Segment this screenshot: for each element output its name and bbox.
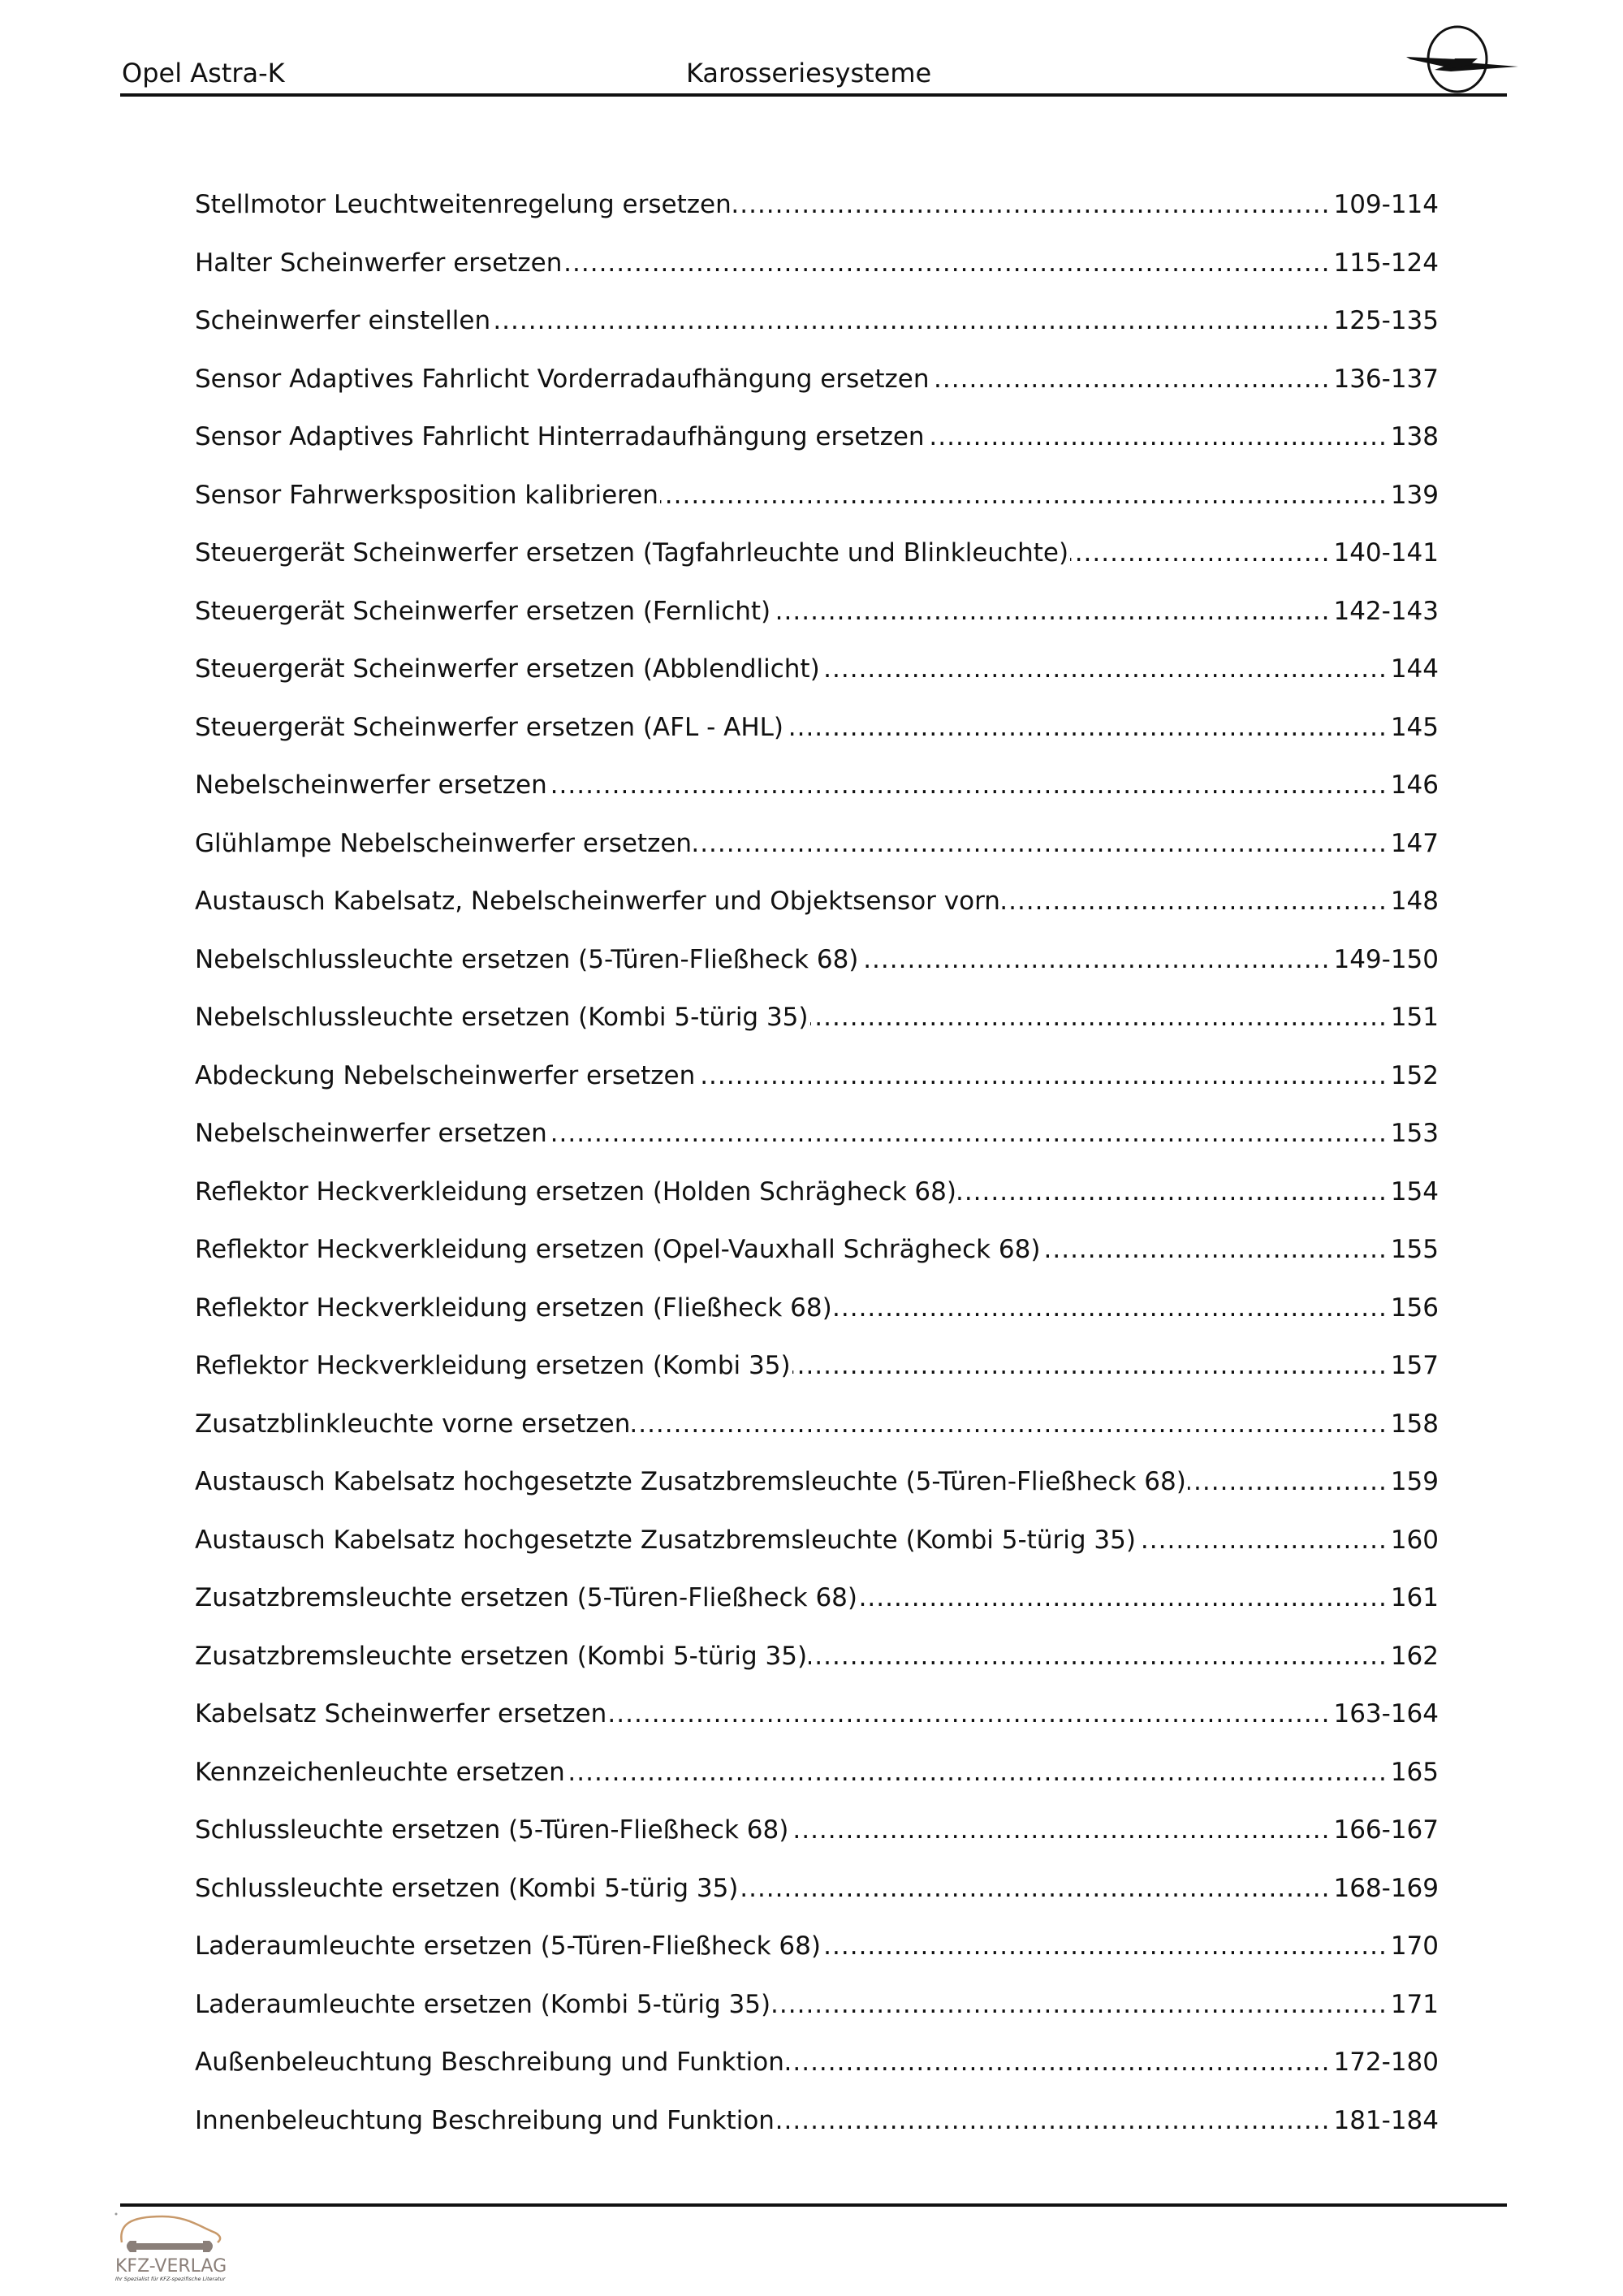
toc-entry[interactable]: [195, 2046, 1439, 2104]
toc-entry-title: Halter Scheinwerfer ersetzen: [195, 248, 563, 278]
toc-entry[interactable]: [195, 247, 1439, 305]
toc-entry-page: 115-124: [1330, 247, 1439, 279]
toc-entry-page: 166-167: [1330, 1814, 1439, 1846]
toc-entry-title: Abdeckung Nebelscheinwerfer ersetzen: [195, 1060, 696, 1090]
kfz-verlag-logo: [114, 2210, 231, 2285]
toc-entry[interactable]: [195, 2104, 1439, 2163]
toc-dot-leader: [926, 421, 1388, 453]
toc-entry-page: 146: [1388, 769, 1439, 801]
toc-entry-title: Steuergerät Scheinwerfer ersetzen (AFL - AHL): [195, 712, 784, 742]
toc-entry-title: Nebelscheinwerfer ersetzen: [195, 1119, 547, 1148]
toc-entry[interactable]: [195, 1698, 1439, 1756]
toc-entry-page: 172-180: [1330, 2046, 1439, 2078]
toc-entry-title: Glühlampe Nebelscheinwerfer ersetzen: [195, 828, 693, 858]
toc-entry-page: 154: [1388, 1176, 1439, 1208]
toc-dot-leader: [1042, 1233, 1387, 1266]
toc-entry-title: Reflektor Heckverkleidung ersetzen (Holden Schrägheck 68): [195, 1176, 956, 1206]
toc-entry[interactable]: [195, 304, 1439, 363]
footer-divider: [120, 2203, 1507, 2207]
toc-dot-leader: [859, 1582, 1388, 1614]
toc-entry-page: 156: [1388, 1292, 1439, 1324]
toc-entry[interactable]: [195, 1349, 1439, 1408]
kfz-verlag-name: KFZ-VERLAG: [115, 2256, 227, 2277]
toc-entry[interactable]: [195, 188, 1439, 247]
toc-entry-title: Austausch Kabelsatz hochgesetzte Zusatzbremsleuchte (Kombi 5-türig 35): [195, 1525, 1136, 1555]
toc-dot-leader: [809, 1640, 1388, 1672]
toc-dot-leader: [790, 1814, 1330, 1846]
toc-entry[interactable]: [195, 1524, 1439, 1582]
toc-dot-leader: [772, 595, 1330, 628]
toc-dot-leader: [549, 769, 1388, 801]
toc-dot-leader: [740, 1872, 1330, 1905]
toc-entry-title: Laderaumleuchte ersetzen (5-Türen-Fließheck 68): [195, 1931, 821, 1961]
toc-entry-page: 109-114: [1330, 188, 1439, 221]
toc-entry[interactable]: [195, 1756, 1439, 1815]
toc-dot-leader: [608, 1698, 1330, 1730]
opel-logo-icon: [1406, 24, 1520, 97]
toc-entry-page: 136-137: [1330, 363, 1439, 395]
toc-entry-title: Steuergerät Scheinwerfer ersetzen (Tagfahrleuchte und Blinkleuchte): [195, 538, 1069, 568]
toc-entry-title: Austausch Kabelsatz hochgesetzte Zusatzbremsleuchte (5-Türen-Fließheck 68): [195, 1467, 1186, 1496]
toc-dot-leader: [776, 2104, 1331, 2137]
toc-dot-leader: [785, 711, 1388, 744]
toc-entry-page: 163-164: [1330, 1698, 1439, 1730]
toc-entry-title: Steuergerät Scheinwerfer ersetzen (Fernlicht): [195, 596, 771, 626]
toc-entry-page: 171: [1388, 1988, 1439, 2021]
toc-entry[interactable]: [195, 943, 1439, 1002]
toc-entry-page: 140-141: [1330, 537, 1439, 569]
toc-entry[interactable]: [195, 421, 1439, 479]
toc-entry-title: Steuergerät Scheinwerfer ersetzen (Abblendlicht): [195, 654, 820, 684]
toc-entry-title: Kabelsatz Scheinwerfer ersetzen: [195, 1699, 607, 1728]
toc-entry-title: Reflektor Heckverkleidung ersetzen (Fließheck 68): [195, 1293, 832, 1323]
toc-entry[interactable]: [195, 1176, 1439, 1234]
toc-entry[interactable]: [195, 769, 1439, 827]
toc-dot-leader: [931, 363, 1331, 395]
toc-dot-leader: [1002, 885, 1388, 917]
toc-entry-page: 181-184: [1330, 2104, 1439, 2137]
toc-dot-leader: [697, 1060, 1388, 1092]
toc-dot-leader: [786, 2046, 1331, 2078]
toc-entry[interactable]: [195, 1292, 1439, 1350]
toc-entry-title: Zusatzbremsleuchte ersetzen (Kombi 5-türig 35): [195, 1641, 808, 1671]
toc-entry-page: 165: [1388, 1756, 1439, 1789]
toc-entry-page: 158: [1388, 1408, 1439, 1440]
toc-entry-title: Sensor Adaptives Fahrlicht Hinterradaufhängung ersetzen: [195, 422, 925, 451]
toc-entry-page: 168-169: [1330, 1872, 1439, 1905]
toc-dot-leader: [958, 1176, 1388, 1208]
toc-entry[interactable]: [195, 537, 1439, 595]
toc-entry[interactable]: [195, 827, 1439, 886]
toc-dot-leader: [567, 1756, 1388, 1789]
toc-entry-title: Laderaumleuchte ersetzen (Kombi 5-türig 35): [195, 1989, 771, 2019]
toc-entry[interactable]: [195, 1233, 1439, 1292]
toc-entry[interactable]: [195, 479, 1439, 537]
toc-entry-page: 144: [1388, 653, 1439, 685]
toc-entry[interactable]: [195, 1930, 1439, 1988]
toc-entry[interactable]: [195, 595, 1439, 654]
toc-entry-title: Stellmotor Leuchtweitenregelung ersetzen: [195, 190, 732, 219]
toc-dot-leader: [563, 247, 1330, 279]
toc-dot-leader: [822, 1930, 1388, 1962]
toc-dot-leader: [632, 1408, 1387, 1440]
toc-dot-leader: [860, 943, 1330, 976]
toc-entry-page: 153: [1388, 1117, 1439, 1150]
toc-entry-page: 159: [1388, 1465, 1439, 1498]
toc-dot-leader: [492, 304, 1330, 337]
toc-dot-leader: [693, 827, 1388, 860]
toc-entry-title: Innenbeleuchtung Beschreibung und Funktion: [195, 2105, 775, 2135]
toc-entry-title: Scheinwerfer einstellen: [195, 306, 491, 335]
toc-entry[interactable]: [195, 1872, 1439, 1931]
toc-entry[interactable]: [195, 1582, 1439, 1640]
header-divider: [120, 93, 1507, 97]
toc-entry-page: 170: [1388, 1930, 1439, 1962]
toc-dot-leader: [1188, 1465, 1388, 1498]
table-of-contents: [195, 188, 1439, 2162]
toc-entry-title: Sensor Fahrwerksposition kalibrieren: [195, 480, 658, 510]
toc-entry-title: Nebelscheinwerfer ersetzen: [195, 770, 547, 800]
toc-entry-page: 151: [1388, 1001, 1439, 1034]
toc-entry-title: Reflektor Heckverkleidung ersetzen (Opel-Vauxhall Schrägheck 68): [195, 1235, 1041, 1264]
toc-entry-title: Zusatzbremsleuchte ersetzen (5-Türen-Fließheck 68): [195, 1583, 857, 1612]
toc-entry-page: 157: [1388, 1349, 1439, 1382]
toc-entry-title: Kennzeichenleuchte ersetzen: [195, 1757, 565, 1787]
kfz-verlag-logo-icon: [114, 2210, 231, 2285]
toc-entry[interactable]: [195, 1814, 1439, 1872]
toc-entry-title: Schlussleuchte ersetzen (5-Türen-Fließheck 68): [195, 1815, 789, 1845]
toc-dot-leader: [1137, 1524, 1388, 1556]
toc-entry[interactable]: [195, 1988, 1439, 2047]
toc-entry-title: Sensor Adaptives Fahrlicht Vorderradaufhängung ersetzen: [195, 364, 930, 394]
header-section-title: Karosseriesysteme: [686, 58, 932, 88]
toc-entry-page: 152: [1388, 1060, 1439, 1092]
toc-entry-title: Schlussleuchte ersetzen (Kombi 5-türig 35): [195, 1873, 739, 1903]
toc-entry-page: 155: [1388, 1233, 1439, 1266]
toc-entry-page: 161: [1388, 1582, 1439, 1614]
toc-entry-page: 125-135: [1330, 304, 1439, 337]
toc-entry-page: 162: [1388, 1640, 1439, 1672]
toc-dot-leader: [660, 479, 1388, 511]
toc-entry-page: 148: [1388, 885, 1439, 917]
toc-entry[interactable]: [195, 885, 1439, 943]
toc-entry-title: Nebelschlussleuchte ersetzen (Kombi 5-türig 35): [195, 1003, 809, 1032]
header-vehicle-model: Opel Astra-K: [122, 58, 285, 88]
toc-entry-title: Zusatzblinkleuchte vorne ersetzen: [195, 1409, 631, 1439]
toc-entry-title: Nebelschlussleuchte ersetzen (5-Türen-Fließheck 68): [195, 944, 859, 974]
toc-entry[interactable]: [195, 653, 1439, 711]
toc-entry[interactable]: [195, 711, 1439, 770]
toc-entry[interactable]: [195, 1117, 1439, 1176]
kfz-verlag-tagline: Ihr Spezialist für KFZ-spezifische Literatur: [115, 2276, 226, 2282]
toc-entry-page: 142-143: [1330, 595, 1439, 628]
toc-dot-leader: [822, 653, 1388, 685]
toc-dot-leader: [810, 1001, 1388, 1034]
toc-entry[interactable]: [195, 1060, 1439, 1118]
toc-dot-leader: [772, 1988, 1388, 2021]
toc-entry-page: 139: [1388, 479, 1439, 511]
toc-entry-page: 149-150: [1330, 943, 1439, 976]
toc-entry-page: 160: [1388, 1524, 1439, 1556]
toc-dot-leader: [549, 1117, 1388, 1150]
toc-entry[interactable]: [195, 1465, 1439, 1524]
toc-entry-page: 145: [1388, 711, 1439, 744]
toc-entry-title: Außenbeleuchtung Beschreibung und Funktion: [195, 2048, 784, 2077]
toc-entry-title: Reflektor Heckverkleidung ersetzen (Kombi 35): [195, 1351, 791, 1380]
toc-entry[interactable]: [195, 1640, 1439, 1698]
toc-entry-title: Austausch Kabelsatz, Nebelscheinwerfer und Objektsensor vorn: [195, 887, 1000, 916]
toc-entry[interactable]: [195, 1001, 1439, 1060]
toc-entry[interactable]: [195, 363, 1439, 421]
toc-dot-leader: [834, 1292, 1388, 1324]
toc-entry-page: 147: [1388, 827, 1439, 860]
toc-dot-leader: [792, 1349, 1388, 1382]
toc-entry-page: 138: [1388, 421, 1439, 453]
toc-entry[interactable]: [195, 1408, 1439, 1466]
toc-dot-leader: [1070, 537, 1330, 569]
toc-dot-leader: [733, 188, 1331, 221]
